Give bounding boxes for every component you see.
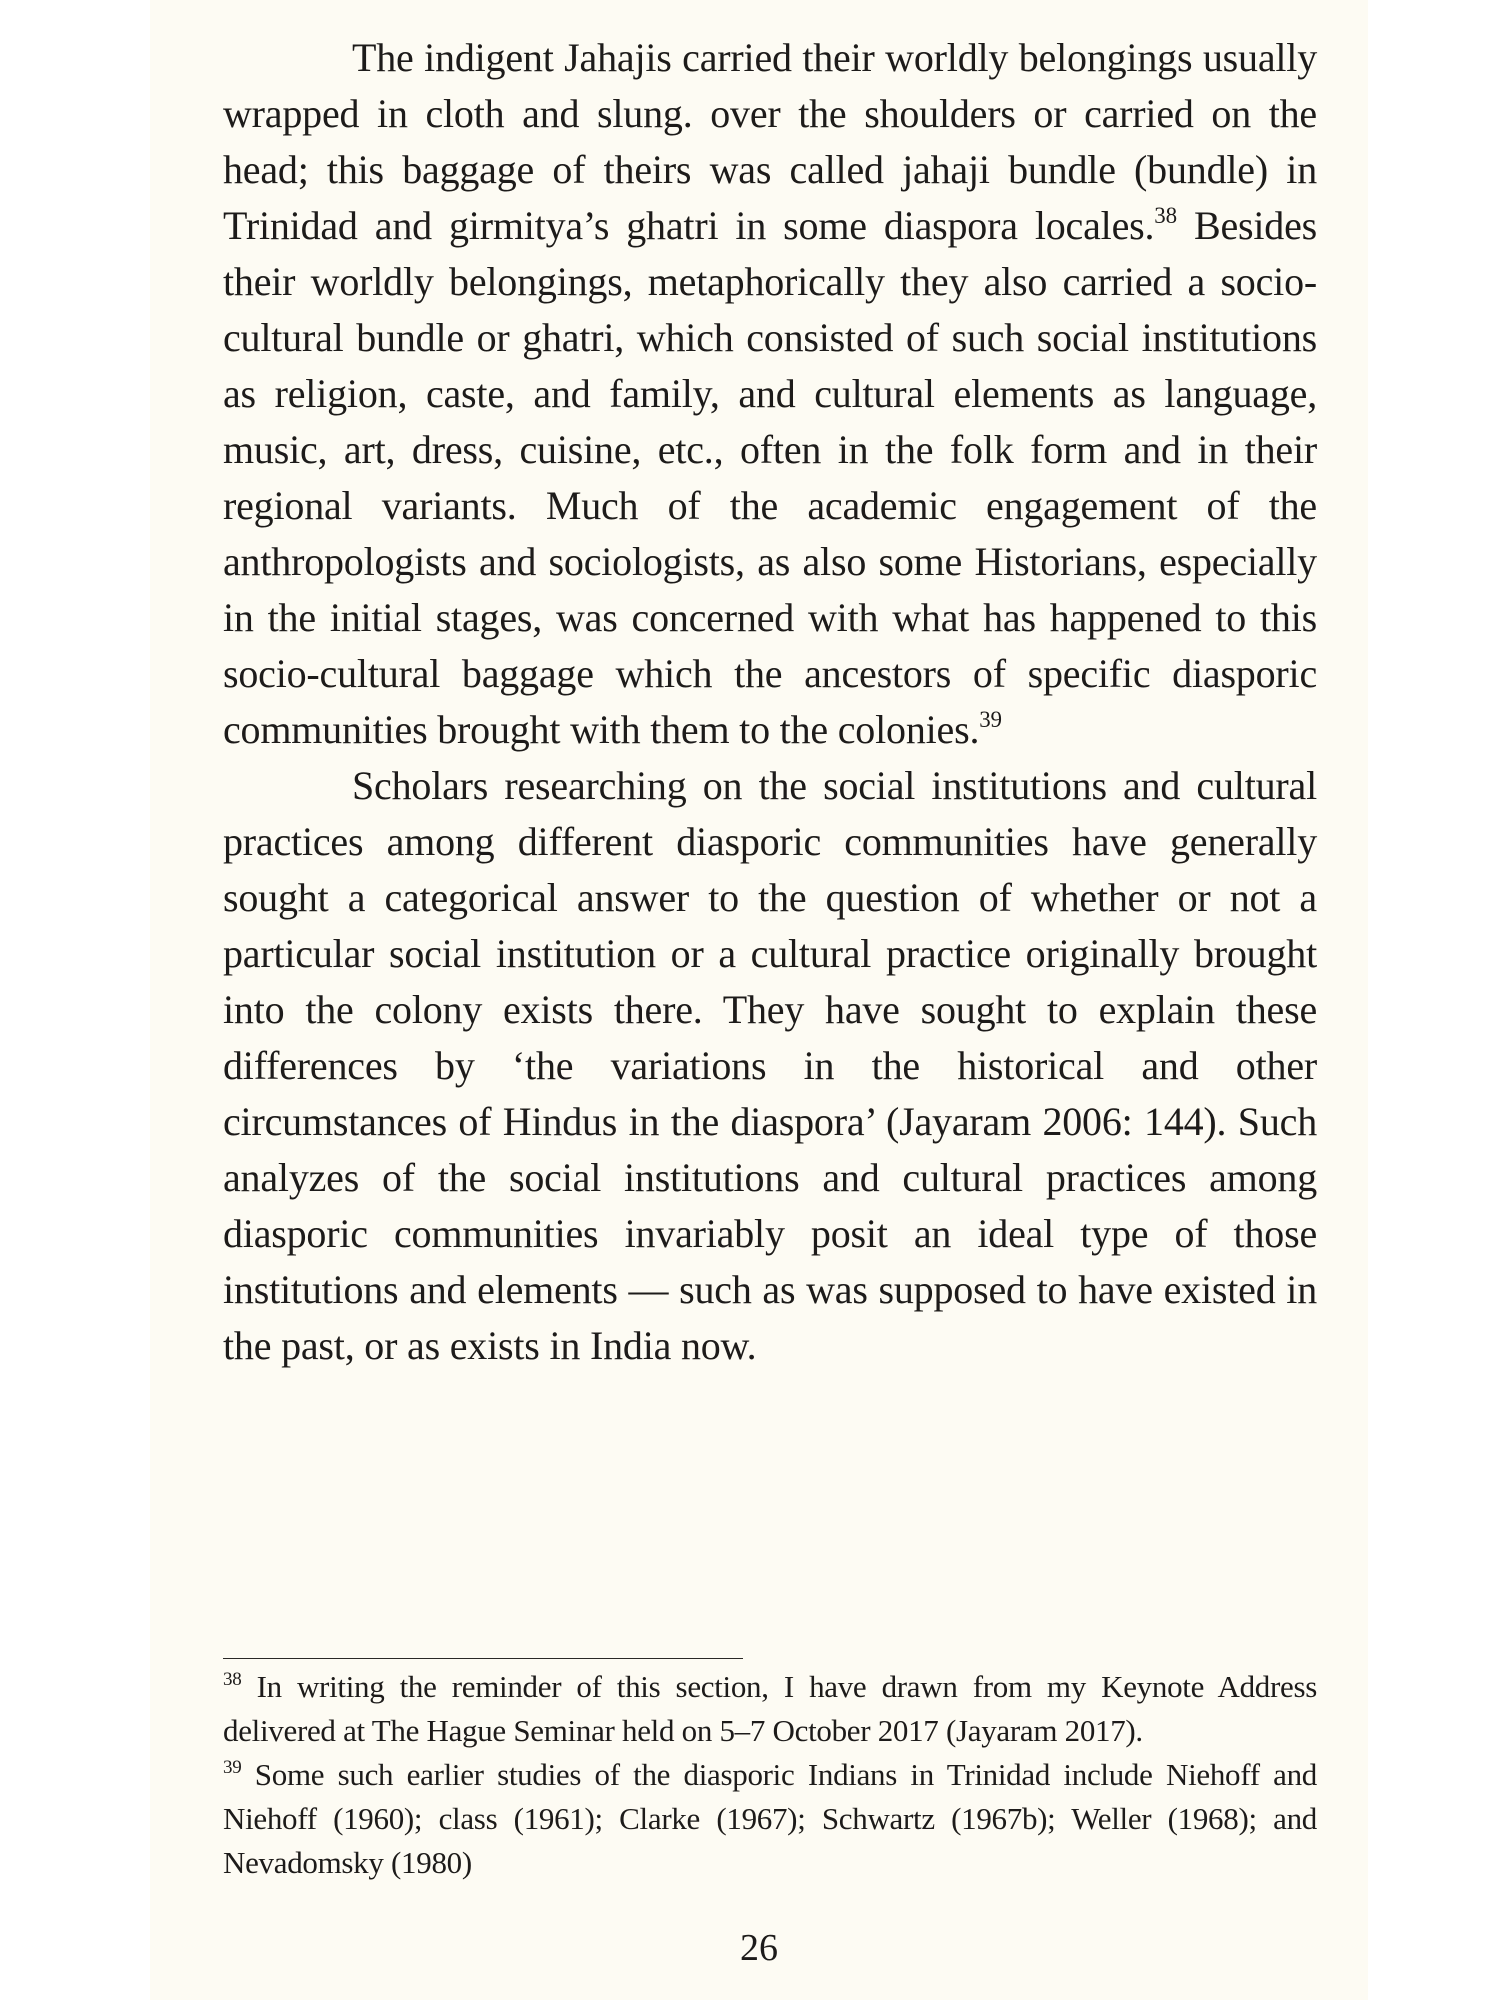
footnote-ref-38: 38 xyxy=(1154,202,1177,228)
body-text xyxy=(223,30,1317,1374)
book-page xyxy=(150,0,1368,2000)
footnote-number: 39 xyxy=(223,1756,242,1778)
footnote-divider xyxy=(223,1658,743,1659)
footnote-38 xyxy=(223,1665,1317,1753)
paragraph-1 xyxy=(223,30,1317,758)
footnotes xyxy=(223,1665,1317,1885)
footnote-number: 38 xyxy=(223,1668,242,1690)
footnote-ref-39: 39 xyxy=(979,706,1002,732)
footnote-39 xyxy=(223,1753,1317,1885)
paragraph-1-text: The indigent Jahajis carried their worldly belongings usually wrapped in cloth and slung. over the shoulders or carried on the head; this baggage of theirs was called jahaji bundle (bundle) in Trinidad and girmitya’s ghatri in some diaspora locales. xyxy=(223,35,1317,248)
paragraph-1-text-continued: Besides their worldly belongings, metaphorically they also carried a socio-cultural bundle or ghatri, which consisted of such social institutions as religion, caste, and family, and cultural elements as language, music, art, dress, cuisine, etc., often in the folk form and in their regional variants. Much of the academic engagement of the anthropologists and sociologists, as also some Historians, especially in the initial stages, was concerned with what has happened to this socio-cultural baggage which the ancestors of specific diasporic communities brought with them to the colonies. xyxy=(223,203,1317,752)
footnote-text: In writing the reminder of this section, I have drawn from my Keynote Address delivered at The Hague Seminar held on 5–7 October 2017 (Jayaram 2017). xyxy=(223,1669,1317,1748)
paragraph-2: Scholars researching on the social institutions and cultural practices among different diasporic communities have generally sought a categorical answer to the question of whether or not a particular social institution or a cultural practice originally brought into the colony exists there. They have sought to explain these differences by ‘the variations in the historical and other circumstances of Hindus in the diaspora’ (Jayaram 2006: 144). Such analyzes of the social institutions and cultural practices among diasporic communities invariably posit an ideal type of those institutions and elements — such as was supposed to have existed in the past, or as exists in India now. xyxy=(223,763,1317,1368)
footnote-text: Some such earlier studies of the diasporic Indians in Trinidad include Niehoff and Niehoff (1960); class (1961); Clarke (1967); Schwartz (1967b); Weller (1968); and Nevadomsky (1980) xyxy=(223,1757,1317,1880)
page-number: 26 xyxy=(740,1927,778,1969)
